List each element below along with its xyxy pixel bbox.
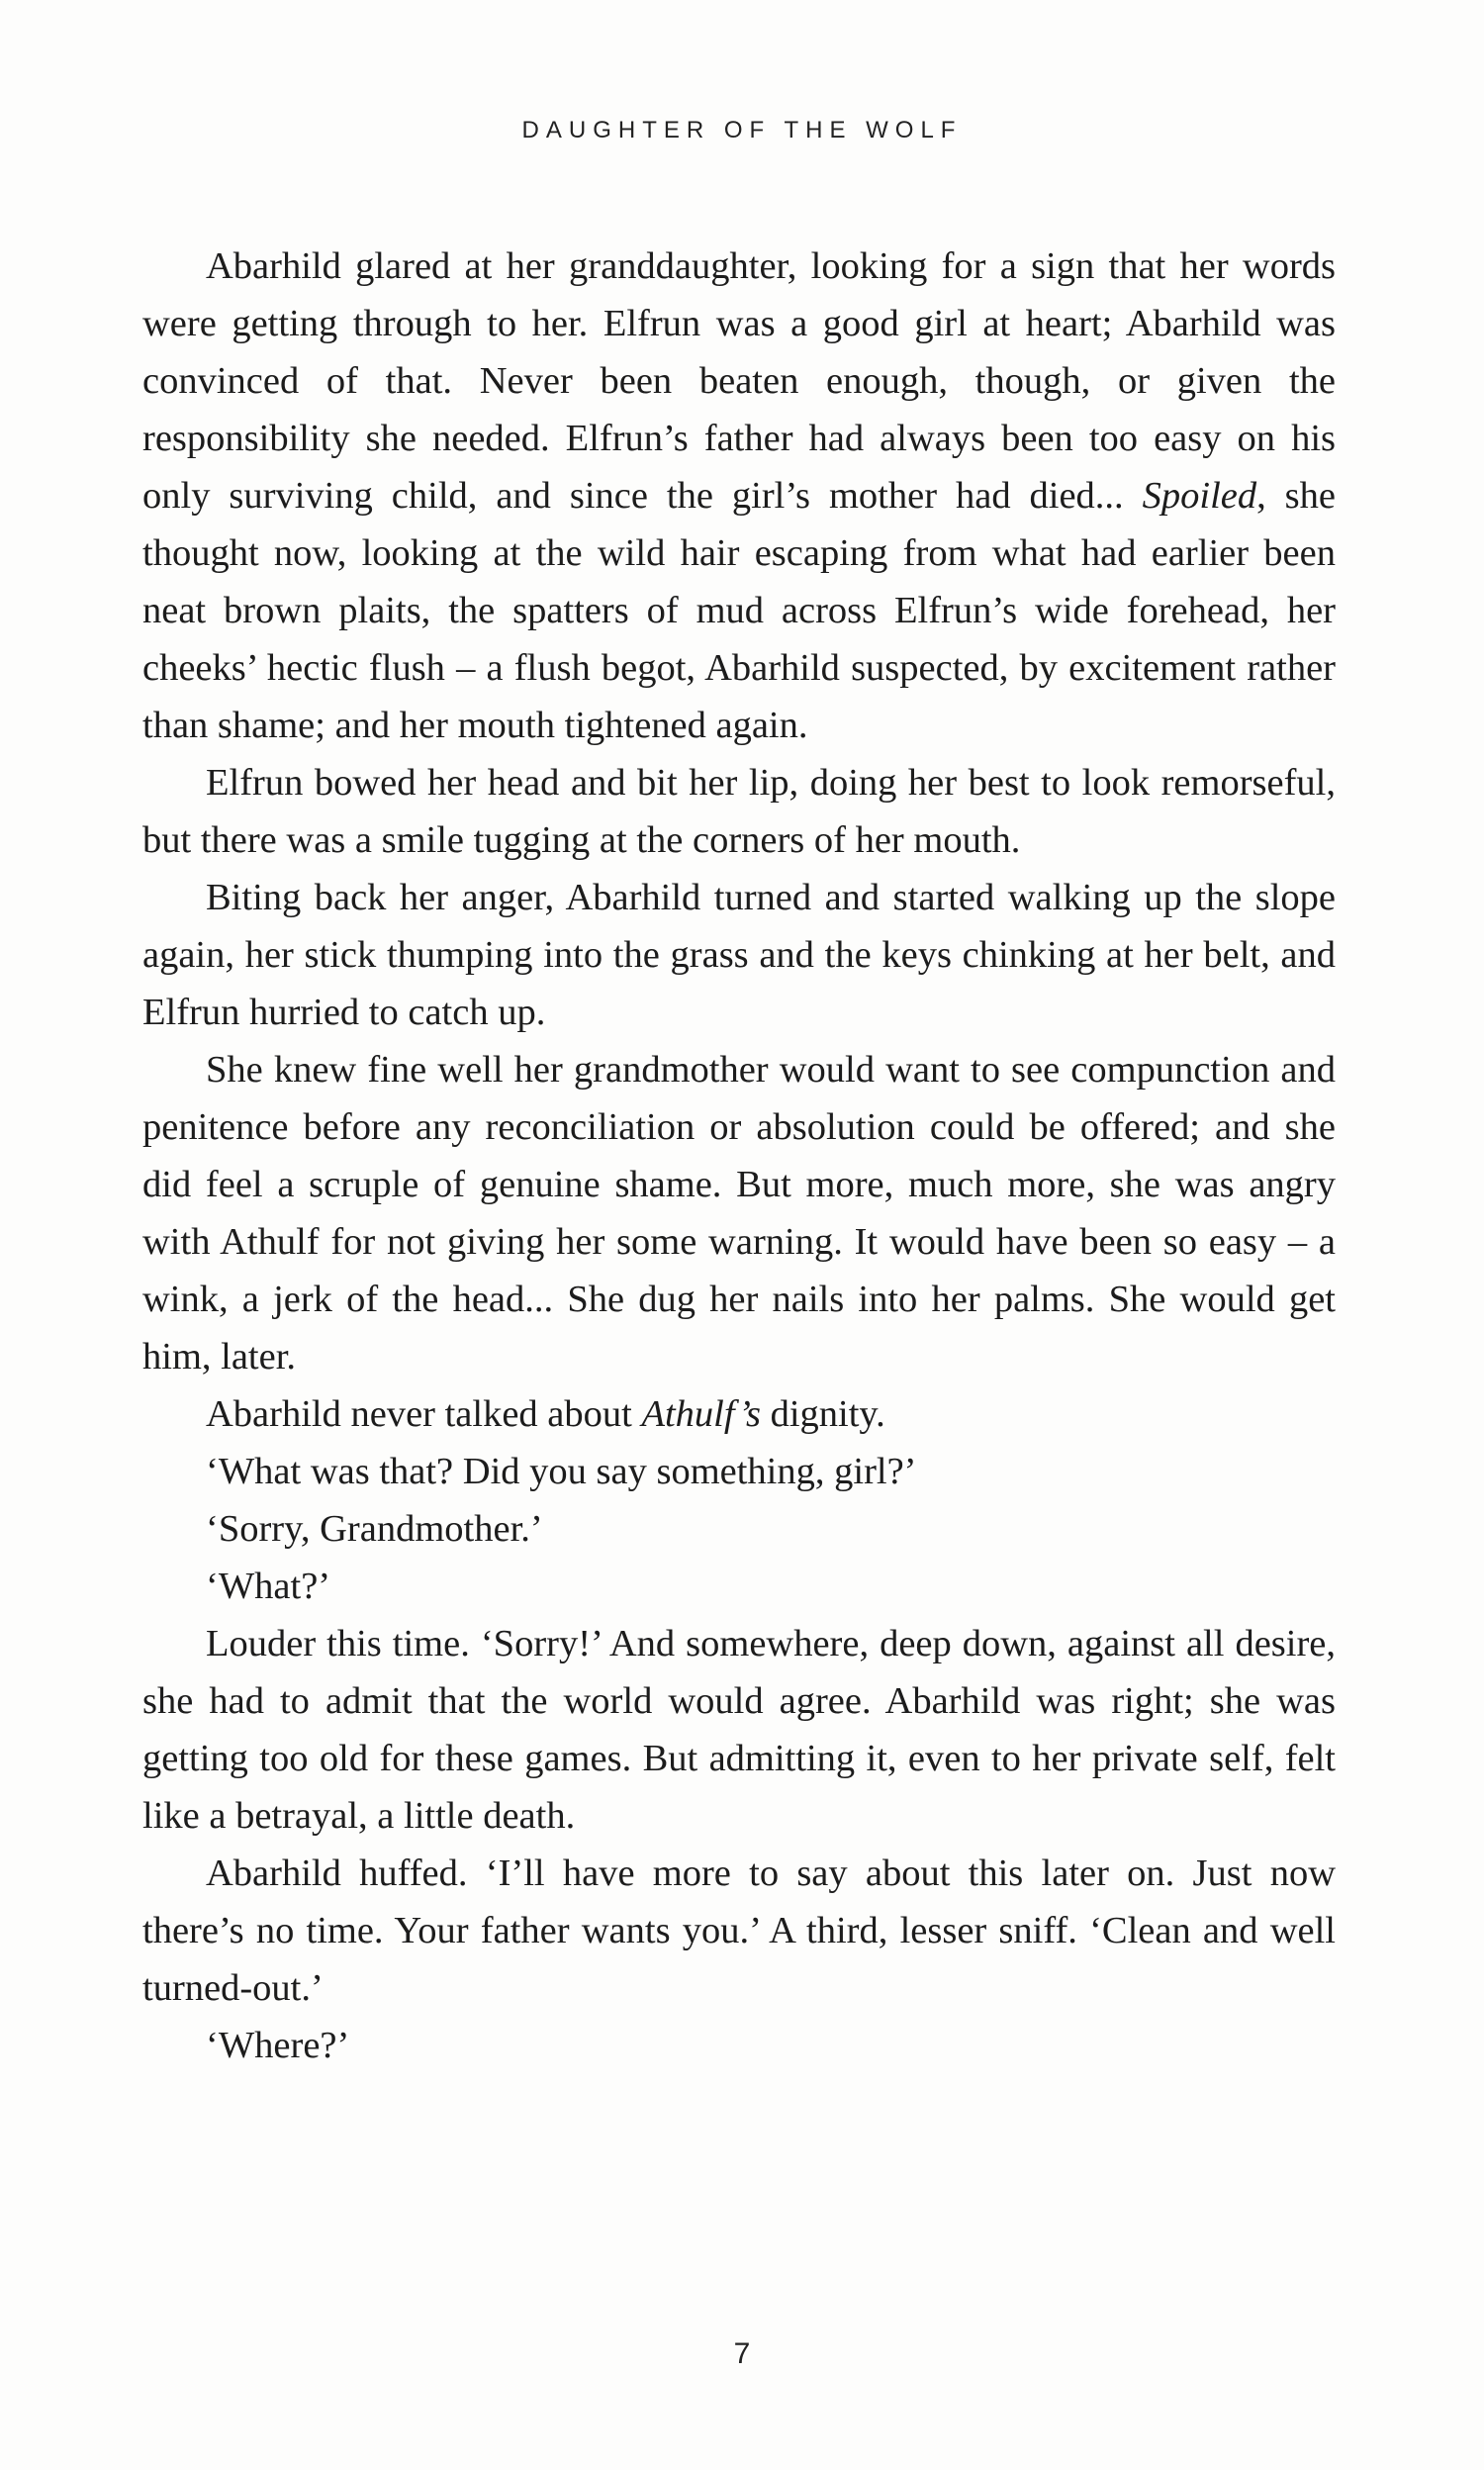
paragraph — [142, 1558, 1336, 1615]
italic-text: Athulf’s — [641, 1393, 761, 1435]
paragraph — [142, 1385, 1336, 1443]
paragraph — [142, 1615, 1336, 1845]
text-run: Abarhild never talked about — [206, 1393, 642, 1435]
paragraph — [142, 1443, 1336, 1500]
body-text — [142, 238, 1336, 2074]
text-run: ‘Where?’ — [206, 2025, 350, 2066]
text-run: Biting back her anger, Abarhild turned and started walking up the slope again, her stick thumping into the grass and the keys chinking at her belt, and Elfrun hurried to catch up. — [142, 877, 1336, 1033]
text-run: ‘Sorry, Grandmother.’ — [206, 1508, 543, 1550]
running-head: DAUGHTER OF THE WOLF — [521, 117, 963, 143]
text-run: Abarhild huffed. ‘I’ll have more to say about this later on. Just now there’s no time. Your father wants you.’ A third, lesser sniff. ‘Clean and well turned-out.’ — [142, 1852, 1336, 2009]
paragraph — [142, 238, 1336, 754]
paragraph — [142, 869, 1336, 1041]
text-run: Louder this time. ‘Sorry!’ And somewhere, deep down, against all desire, she had to admit that the world would agree. Abarhild was right; she was getting too old for these games. But admitting it, even to her private self, felt like a betrayal, a little death. — [142, 1623, 1336, 1837]
text-run: dignity. — [760, 1393, 885, 1435]
text-run: She knew fine well her grandmother would want to see compunction and penitence before any reconciliation or absolution could be offered; and she did feel a scruple of genuine shame. But more, much more, she was angry with Athulf for not giving her some warning. It would have been so easy – a wink, a jerk of the head... She dug her nails into her palms. She would get him, later. — [142, 1049, 1336, 1378]
text-run: ‘What was that? Did you say something, girl?’ — [206, 1451, 917, 1492]
paragraph — [142, 1845, 1336, 2017]
paragraph — [142, 2017, 1336, 2074]
paragraph — [142, 1500, 1336, 1558]
text-run: Abarhild glared at her granddaughter, looking for a sign that her words were getting through to her. Elfrun was a good girl at heart; Abarhild was convinced of that. Never been beaten enough, though, or given the responsibility she needed. Elfrun’s father had always been too easy on his only surviving child, and since the girl’s mother had died... — [142, 245, 1336, 517]
paragraph — [142, 754, 1336, 869]
text-run: ‘What?’ — [206, 1566, 331, 1607]
text-run: , she thought now, looking at the wild hair escaping from what had earlier been neat brown plaits, the spatters of mud across Elfrun’s wide forehead, her cheeks’ hectic flush – a flush begot, Abarhild suspected, by excitement rather than shame; and her mouth tightened again. — [142, 475, 1336, 746]
paragraph — [142, 1041, 1336, 1385]
italic-text: Spoiled — [1142, 475, 1257, 517]
text-run: Elfrun bowed her head and bit her lip, doing her best to look remorseful, but there was a smile tugging at the corners of her mouth. — [142, 762, 1336, 861]
page-number: 7 — [733, 2337, 751, 2370]
